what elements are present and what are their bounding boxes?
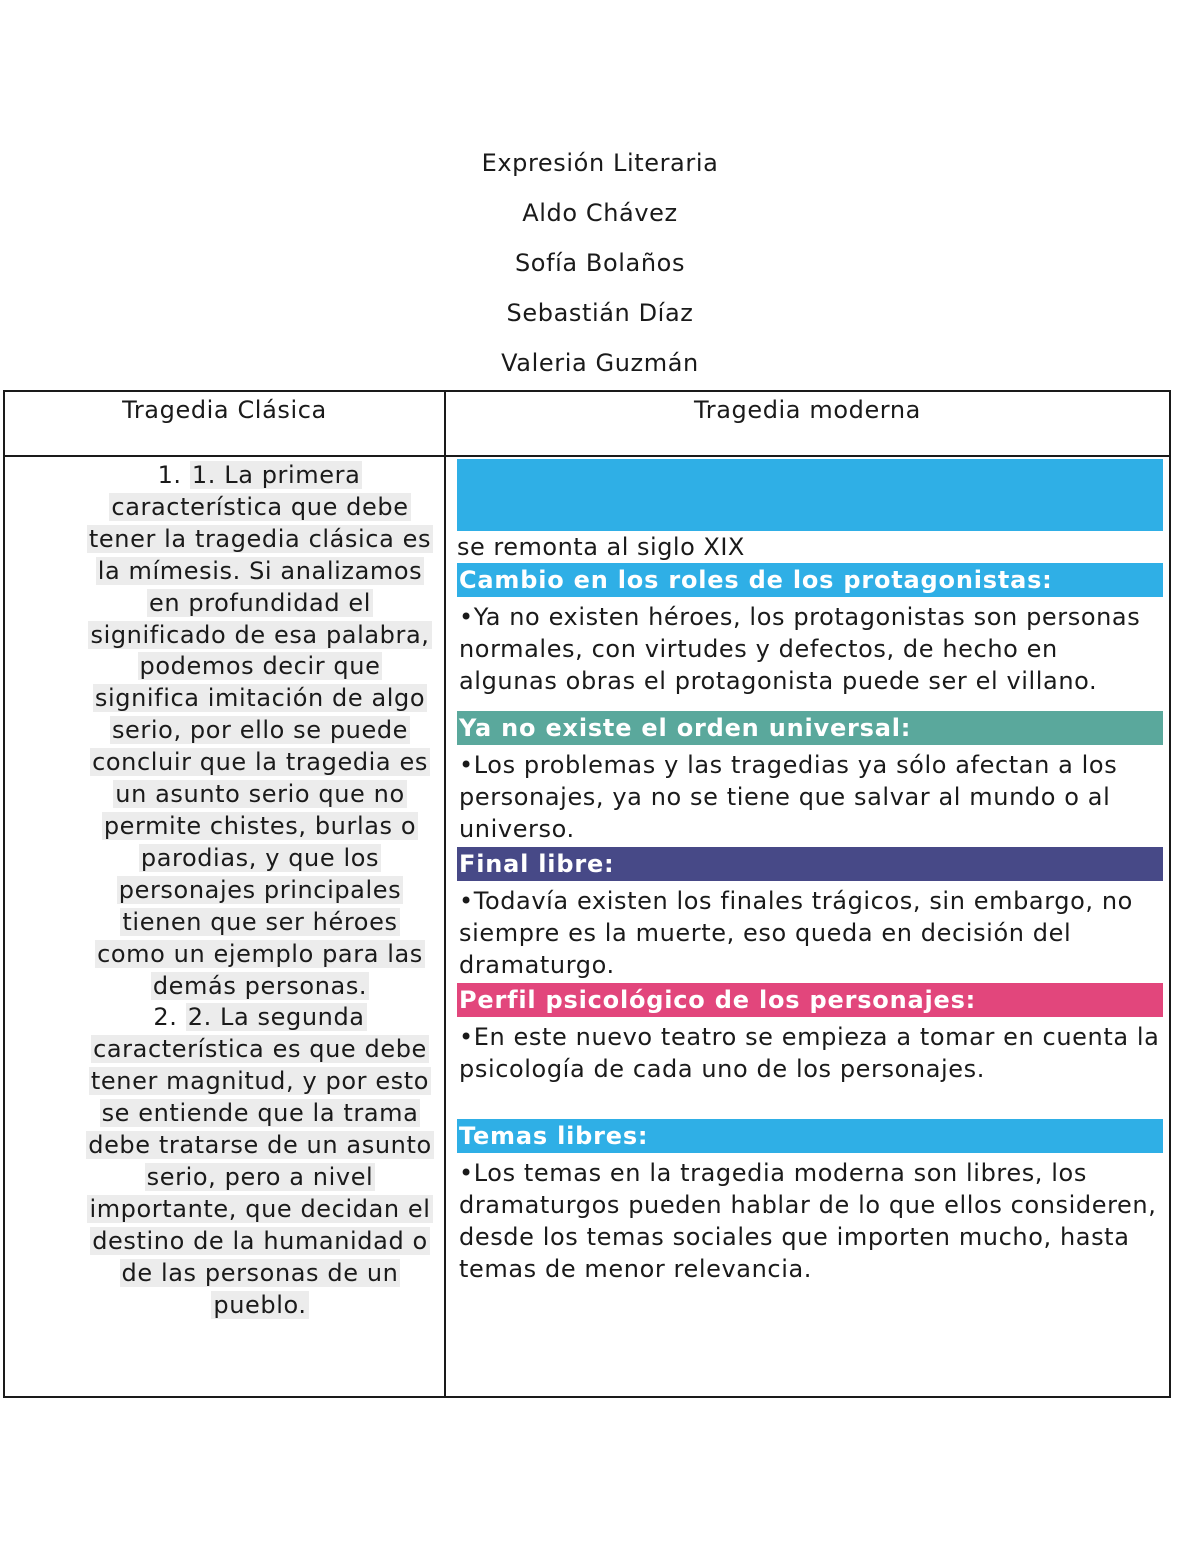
section-body: •Ya no existen héroes, los protagonistas son personas normales, con virtudes y defectos, de hecho en algunas obras el protagonista puede ser el villano.: [459, 603, 1141, 695]
comparison-table: [3, 390, 1171, 1398]
list-item: [85, 460, 435, 1002]
section-heading: Cambio en los roles de los protagonistas:: [457, 563, 1163, 597]
section-body: •En este nuevo teatro se empieza a tomar en cuenta la psicología de cada uno de los personajes.: [459, 1023, 1160, 1083]
section-heading: Final libre:: [457, 847, 1163, 881]
list-item-text: 1. La primera característica que debe tener la tragedia clásica es la mímesis. Si analizamos en profundidad el significado de esa palabra, podemos decir que significa imitación de algo serio, por ello se puede concluir que la tragedia es un asunto serio que no permite chistes, burlas o parodias, y que los personajes principales tienen que ser héroes como un ejemplo para las demás personas.: [88, 461, 432, 1000]
author-name: Aldo Chávez: [522, 199, 678, 227]
section-body: •Los problemas y las tragedias ya sólo afectan a los personajes, ya no se tiene que salvar al mundo o al universo.: [459, 751, 1118, 843]
course-title: Expresión Literaria: [481, 149, 719, 177]
intro-line: se remonta al siglo XIX: [457, 533, 745, 561]
section-heading: Temas libres:: [457, 1119, 1163, 1153]
color-block: [457, 459, 1163, 531]
section-body: •Todavía existen los finales trágicos, sin embargo, no siempre es la muerte, eso queda en decisión del dramaturgo.: [459, 887, 1133, 979]
column-divider: [444, 392, 446, 1396]
author-name: Valeria Guzmán: [501, 349, 699, 377]
document-header: [0, 138, 1200, 388]
author-name: Sebastián Díaz: [506, 299, 694, 327]
section-heading: Perfil psicológico de los personajes:: [457, 983, 1163, 1017]
list-marker: 1.: [157, 461, 190, 489]
list-marker: 2.: [153, 1003, 186, 1032]
modern-tragedy-cell: [457, 459, 1163, 1285]
section-heading: Ya no existe el orden universal:: [457, 711, 1163, 745]
header-modern-tragedy: Tragedia moderna: [694, 396, 921, 424]
section-body: •Los temas en la tragedia moderna son libres, los dramaturgos pueden hablar de lo que ellos consideren, desde los temas sociales que importen mucho, hasta temas de menor relevancia.: [459, 1159, 1157, 1283]
header-classic-tragedy: Tragedia Clásica: [122, 396, 327, 424]
header-row-divider: [5, 455, 1169, 457]
author-name: Sofía Bolaños: [514, 249, 686, 277]
list-item: [85, 1002, 435, 1321]
classic-tragedy-cell: [85, 460, 435, 1321]
list-item-text: 2. La segunda característica es que debe tener magnitud, y por esto se entiende que la trama debe tratarse de un asunto serio, pero a nivel importante, que decidan el destino de la humanidad o de las personas de un pueblo.: [88, 1003, 432, 1319]
